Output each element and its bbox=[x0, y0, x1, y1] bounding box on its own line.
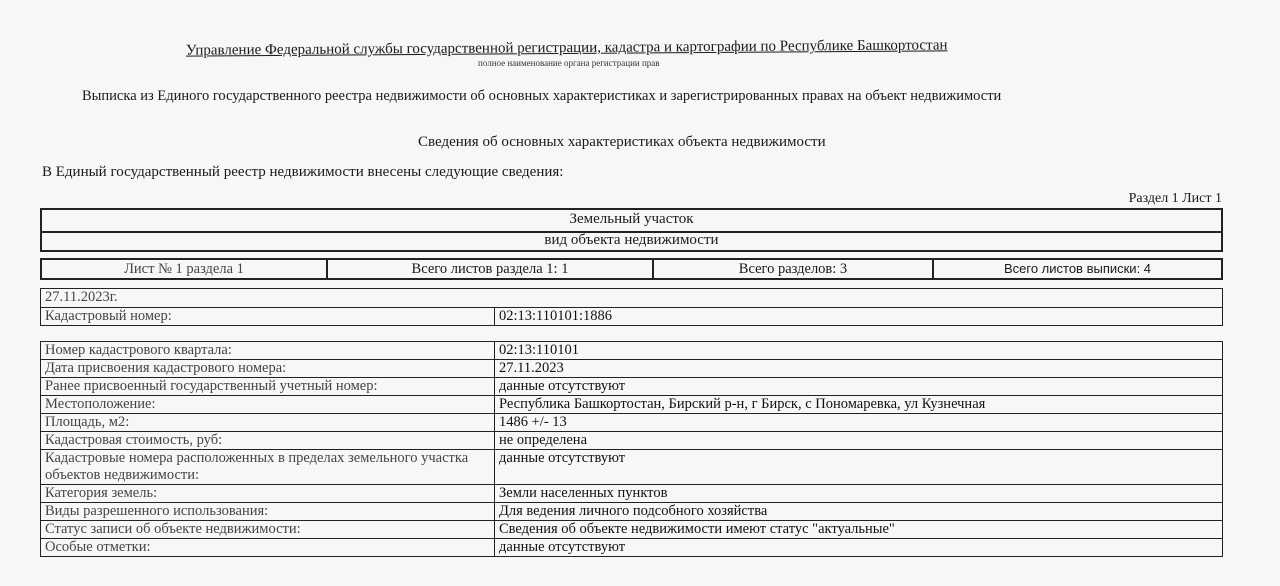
table-row bbox=[41, 342, 1223, 360]
row-label: Номер кадастрового квартала: bbox=[41, 342, 495, 360]
row-label: Виды разрешенного использования: bbox=[41, 503, 495, 521]
row-value: данные отсутствуют bbox=[495, 450, 1223, 485]
row-value: данные отсутствуют bbox=[495, 539, 1223, 557]
object-type: Земельный участок bbox=[569, 211, 694, 227]
table-row bbox=[41, 450, 1223, 485]
table-row bbox=[41, 432, 1223, 450]
table-row bbox=[41, 378, 1223, 396]
table-row bbox=[41, 539, 1223, 557]
row-label: Ранее присвоенный государственный учетный номер: bbox=[41, 378, 495, 396]
table-row bbox=[41, 521, 1223, 539]
row-label: Дата присвоения кадастрового номера: bbox=[41, 360, 495, 378]
cadastral-table bbox=[40, 288, 1223, 326]
section-title: Сведения об основных характеристиках объекта недвижимости bbox=[418, 134, 826, 150]
row-label: Статус записи об объекте недвижимости: bbox=[41, 521, 495, 539]
row-value: Земли населенных пунктов bbox=[495, 485, 1223, 503]
row-label: Площадь, м2: bbox=[41, 414, 495, 432]
agency-name: Управление Федеральной службы государственной регистрации, кадастра и картографии по Республике Башкортостан bbox=[185, 37, 948, 59]
row-value: 27.11.2023 bbox=[495, 360, 1223, 378]
table-row bbox=[41, 414, 1223, 432]
object-type-caption: вид объекта недвижимости bbox=[544, 232, 719, 248]
row-label: Кадастровая стоимость, руб: bbox=[41, 432, 495, 450]
object-type-box bbox=[40, 208, 1223, 252]
table-row bbox=[41, 503, 1223, 521]
total-sheets-extract: Всего листов выписки: 4 bbox=[1003, 261, 1152, 276]
intro-text: В Единый государственный реестр недвижимости внесены следующие сведения: bbox=[42, 164, 564, 180]
cadastral-number-label: Кадастровый номер: bbox=[41, 308, 495, 326]
total-sections: Всего разделов: 3 bbox=[654, 260, 934, 278]
table-row bbox=[41, 360, 1223, 378]
cadastral-number-row bbox=[41, 308, 1223, 326]
table-row bbox=[41, 396, 1223, 414]
total-sheets-section: Всего листов раздела 1: 1 bbox=[328, 260, 654, 278]
cadastral-number-value: 02:13:110101:1886 bbox=[495, 308, 1223, 326]
row-value: не определена bbox=[495, 432, 1223, 450]
row-label: Особые отметки: bbox=[41, 539, 495, 557]
section-sheet-label: Раздел 1 Лист 1 bbox=[1128, 191, 1222, 206]
row-value: 1486 +/- 13 bbox=[495, 414, 1223, 432]
extract-title: Выписка из Единого государственного реестра недвижимости об основных характеристиках и зарегистрированных правах на объект недвижимости bbox=[82, 88, 1002, 104]
row-value: Сведения об объекте недвижимости имеют статус "актуальные" bbox=[495, 521, 1223, 539]
row-value: 02:13:110101 bbox=[495, 342, 1223, 360]
sheet-number: Лист № 1 раздела 1 bbox=[42, 260, 328, 278]
row-label: Кадастровые номера расположенных в пределах земельного участка объектов недвижимости: bbox=[41, 450, 495, 485]
row-value: Республика Башкортостан, Бирский р-н, г Бирск, с Пономаревка, ул Кузнечная bbox=[495, 396, 1223, 414]
date: 27.11.2023г. bbox=[41, 289, 1223, 308]
agency-caption: полное наименование органа регистрации прав bbox=[478, 58, 660, 68]
sheet-meta-row bbox=[40, 258, 1223, 280]
table-row bbox=[41, 485, 1223, 503]
characteristics-table bbox=[40, 341, 1223, 557]
date-row bbox=[41, 289, 1223, 308]
row-label: Категория земель: bbox=[41, 485, 495, 503]
row-value: данные отсутствуют bbox=[495, 378, 1223, 396]
row-label: Местоположение: bbox=[41, 396, 495, 414]
row-value: Для ведения личного подсобного хозяйства bbox=[495, 503, 1223, 521]
